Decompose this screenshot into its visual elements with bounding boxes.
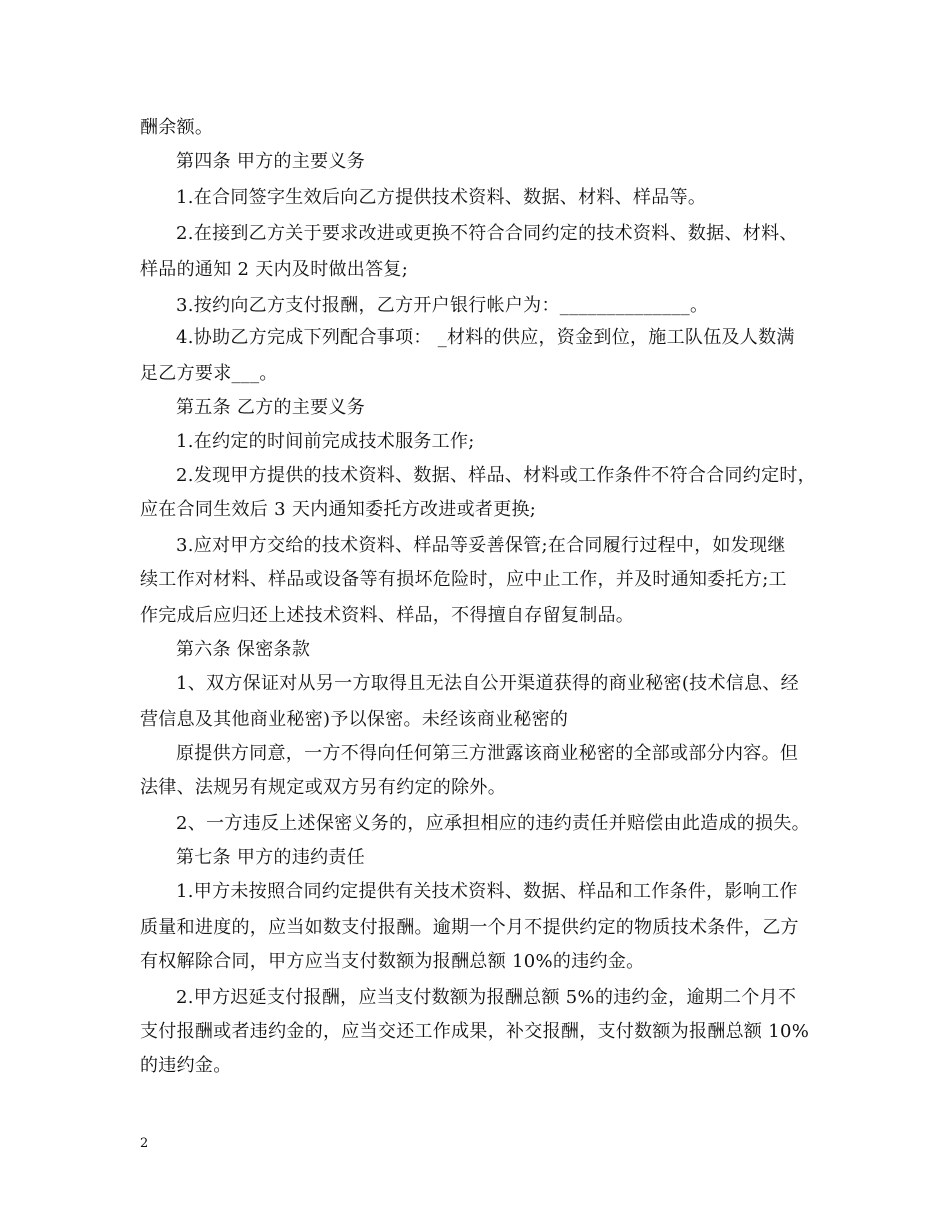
- article-heading: 第四条 甲方的主要义务: [176, 151, 366, 172]
- text-line: 3.按约向乙方支付报酬，乙方开户银行帐户为：______________。: [176, 295, 709, 316]
- text-line: 支付报酬或者违约金的，应当交还工作成果，补交报酬，支付数额为报酬总额 10%: [140, 1021, 810, 1042]
- text-line: 作完成后应归还上述技术资料、样品，不得擅自存留复制品。: [140, 605, 635, 626]
- text-line: 法律、法规另有规定或双方另有约定的除外。: [140, 777, 506, 798]
- text-line: 酬余额。: [140, 117, 214, 138]
- text-line: 2.甲方迟延支付报酬，应当支付数额为报酬总额 5%的违约金，逾期二个月不: [176, 987, 797, 1008]
- text-line: 续工作对材料、样品或设备等有损坏危险时，应中止工作，并及时通知委托方;工: [140, 569, 787, 590]
- text-line: 有权解除合同，甲方应当支付数额为报酬总额 10%的违约金。: [140, 951, 645, 972]
- article-heading: 第五条 乙方的主要义务: [176, 397, 366, 418]
- text-line: 应在合同生效后 3 天内通知委托方改进或者更换;: [140, 499, 537, 520]
- text-line: 1、双方保证对从另一方取得且无法自公开渠道获得的商业秘密(技术信息、经: [176, 673, 799, 694]
- text-line: 1.在合同签字生效后向乙方提供技术资料、数据、材料、样品等。: [176, 187, 707, 208]
- text-line: 质量和进度的，应当如数支付报酬。逾期一个月不提供约定的物质技术条件，乙方: [140, 917, 799, 938]
- text-line: 营信息及其他商业秘密)予以保密。未经该商业秘密的: [140, 709, 569, 730]
- text-line: 原提供方同意，一方不得向任何第三方泄露该商业秘密的全部或部分内容。但: [176, 743, 799, 764]
- text-line: 2、一方违反上述保密义务的，应承担相应的违约责任并赔偿由此造成的损失。: [176, 813, 810, 834]
- text-line: 2.在接到乙方关于要求改进或更换不符合合同约定的技术资料、数据、材料、: [176, 223, 798, 244]
- text-line: 的违约金。: [140, 1055, 232, 1076]
- text-line: 样品的通知 2 天内及时做出答复;: [140, 259, 409, 280]
- article-heading: 第七条 甲方的违约责任: [176, 847, 366, 868]
- text-line: 足乙方要求___。: [140, 363, 278, 384]
- page-number: 2: [140, 1136, 149, 1151]
- text-line: 4.协助乙方完成下列配合事项： _材料的供应，资金到位，施工队伍及人数满: [176, 327, 795, 348]
- text-line: 2.发现甲方提供的技术资料、数据、样品、材料或工作条件不符合合同约定时，: [176, 465, 816, 486]
- text-line: 1.甲方未按照合同约定提供有关技术资料、数据、样品和工作条件，影响工作: [176, 881, 798, 902]
- article-heading: 第六条 保密条款: [176, 639, 311, 660]
- text-line: 3.应对甲方交给的技术资料、样品等妥善保管;在合同履行过程中，如发现继: [176, 535, 786, 556]
- text-line: 1.在约定的时间前完成技术服务工作;: [176, 431, 475, 452]
